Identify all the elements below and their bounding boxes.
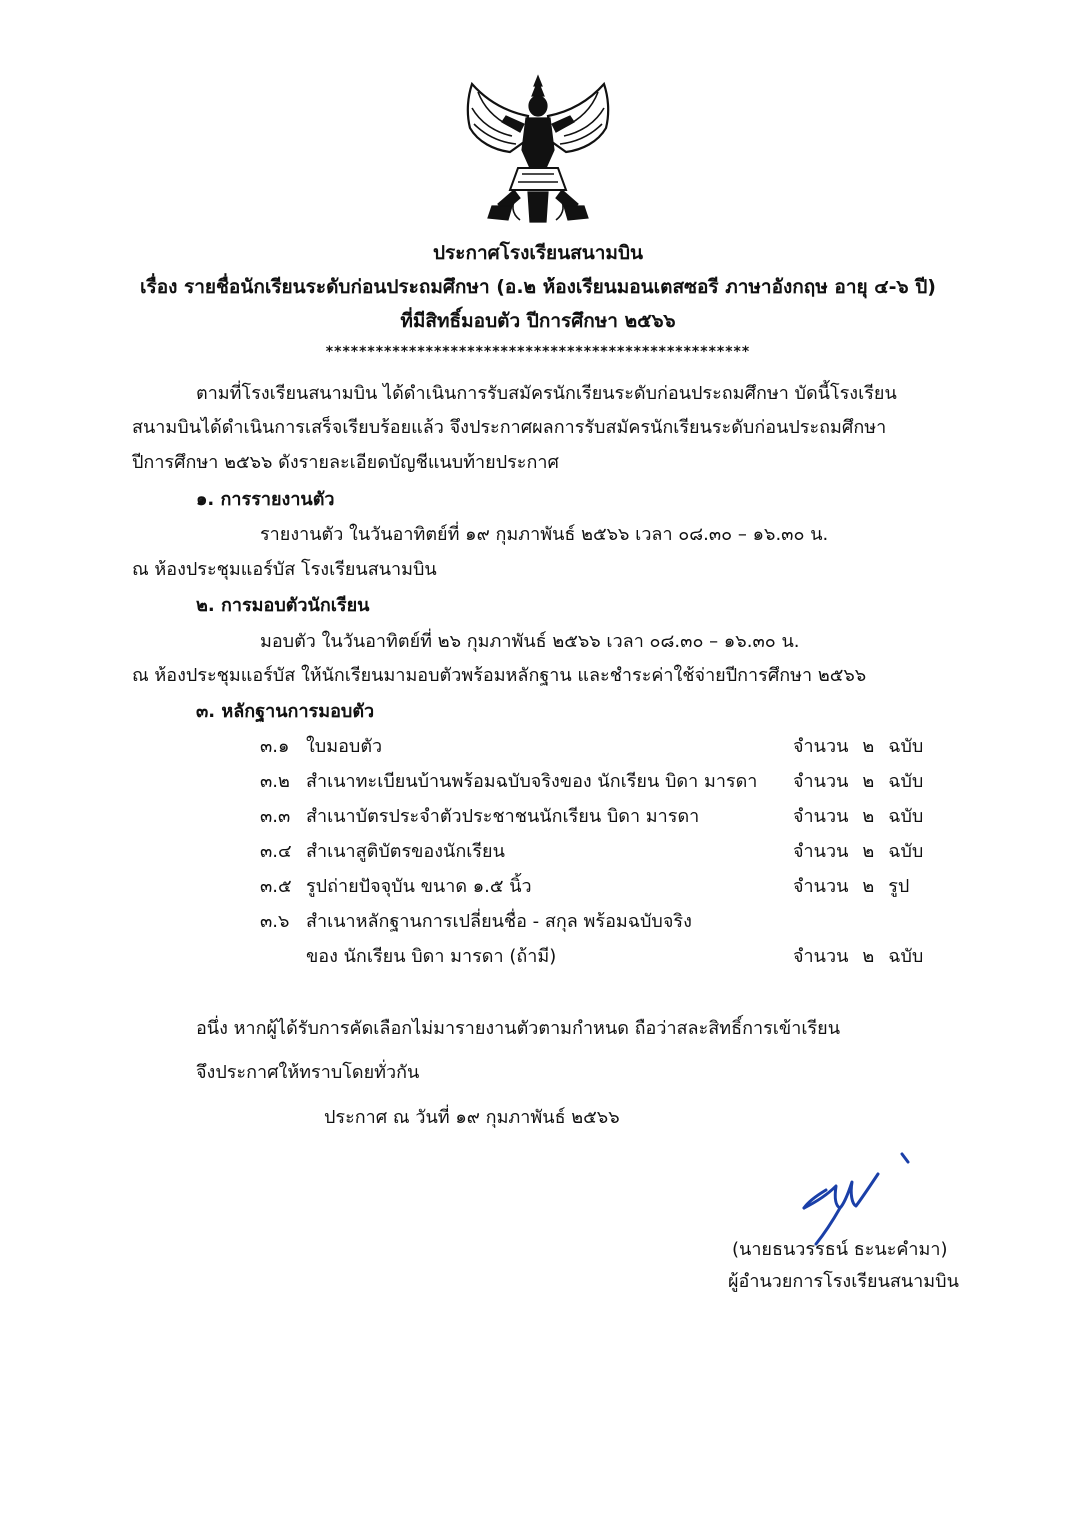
document-item [260,731,382,760]
closing-announcement: จึงประกาศให้ทราบโดยทั่วกัน [196,1062,420,1083]
section-1-line-1: รายงานตัว ในวันอาทิตย์ที่ ๑๙ กุมภาพันธ์ ๒๕๖๖ เวลา ๐๘.๓๐ – ๑๖.๓๐ น. [260,524,829,545]
item-number: ๓.๒ [260,771,290,792]
document-subject: เรื่อง รายชื่อนักเรียนระดับก่อนประถมศึกษา (อ.๒ ห้องเรียนมอนเตสซอรี ภาษาอังกฤษ อายุ ๔-๖ ปี) [140,276,936,298]
document-subtitle: ที่มีสิทธิ์มอบตัว ปีการศึกษา ๒๕๖๖ [400,310,676,332]
item-text: สำเนาหลักฐานการเปลี่ยนชื่อ - สกุล พร้อมฉบับจริง [306,911,692,932]
qty-unit: ฉบับ [888,771,924,792]
document-item [260,766,757,795]
qty-value: ๒ [862,736,875,757]
document-item [260,801,699,830]
item-number: ๓.๕ [260,876,292,897]
qty-label: จำนวน [793,841,849,862]
intro-line-2: สนามบินได้ดำเนินการเสร็จเรียบร้อยแล้ว จึงประกาศผลการรับสมัครนักเรียนระดับก่อนประถมศึกษา [132,417,887,438]
garuda-emblem-icon [458,72,618,228]
qty-unit: ฉบับ [888,736,924,757]
document-title: ประกาศโรงเรียนสนามบิน [432,242,644,264]
qty-label: จำนวน [793,946,849,967]
qty-label: จำนวน [793,771,849,792]
item-quantity [793,836,937,865]
item-quantity [793,801,937,830]
document-item-continued: ของ นักเรียน บิดา มารดา (ถ้ามี) [306,946,557,967]
item-quantity [793,766,937,795]
item-number: ๓.๑ [260,736,290,757]
item-text: สำเนาทะเบียนบ้านพร้อมฉบับจริงของ นักเรียน บิดา มารดา [306,771,758,792]
qty-value: ๒ [862,876,875,897]
item-quantity [793,731,937,760]
section-3-heading: ๓. หลักฐานการมอบตัว [196,701,375,722]
item-quantity [793,941,937,970]
intro-line-1: ตามที่โรงเรียนสนามบิน ได้ดำเนินการรับสมัครนักเรียนระดับก่อนประถมศึกษา บัดนี้โรงเรียน [196,383,897,404]
intro-line-3: ปีการศึกษา ๒๕๖๖ ดังรายละเอียดบัญชีแนบท้ายประกาศ [132,452,559,473]
section-2-line-1: มอบตัว ในวันอาทิตย์ที่ ๒๖ กุมภาพันธ์ ๒๕๖๖ เวลา ๐๘.๓๐ – ๑๖.๓๐ น. [260,631,800,652]
item-text: สำเนาบัตรประจำตัวประชาชนนักเรียน บิดา มารดา [306,806,700,827]
qty-value: ๒ [862,841,875,862]
item-text: รูปถ่ายปัจจุบัน ขนาด ๑.๕ นิ้ว [306,876,532,897]
document-item [260,836,505,865]
qty-value: ๒ [862,806,875,827]
section-2-heading: ๒. การมอบตัวนักเรียน [196,595,370,616]
qty-unit: ฉบับ [888,841,924,862]
document-item [260,871,532,900]
qty-value: ๒ [862,771,875,792]
qty-value: ๒ [862,946,875,967]
section-1-line-2: ณ ห้องประชุมแอร์บัส โรงเรียนสนามบิน [132,559,437,580]
qty-unit: รูป [888,876,910,897]
closing-note: อนึ่ง หากผู้ได้รับการคัดเลือกไม่มารายงานตัวตามกำหนด ถือว่าสละสิทธิ์การเข้าเรียน [196,1018,840,1039]
signer-name: (นายธนวรรธน์ ธะนะคำมา) [732,1239,948,1260]
star-divider: *************************************************** [325,344,751,360]
announcement-date: ประกาศ ณ วันที่ ๑๙ กุมภาพันธ์ ๒๕๖๖ [324,1107,620,1128]
item-number: ๓.๔ [260,841,292,862]
section-2-line-2: ณ ห้องประชุมแอร์บัส ให้นักเรียนมามอบตัวพร้อมหลักฐาน และชำระค่าใช้จ่ายปีการศึกษา ๒๕๖๖ [132,665,867,686]
qty-unit: ฉบับ [888,806,924,827]
signer-position: ผู้อำนวยการโรงเรียนสนามบิน [728,1271,959,1292]
qty-label: จำนวน [793,876,849,897]
item-text: ใบมอบตัว [306,736,383,757]
item-text: สำเนาสูติบัตรของนักเรียน [306,841,505,862]
item-number: ๓.๓ [260,806,291,827]
qty-label: จำนวน [793,736,849,757]
item-number: ๓.๖ [260,911,290,932]
section-1-heading: ๑. การรายงานตัว [196,489,335,510]
qty-label: จำนวน [793,806,849,827]
document-item [260,906,692,935]
qty-unit: ฉบับ [888,946,924,967]
item-quantity [793,871,923,900]
